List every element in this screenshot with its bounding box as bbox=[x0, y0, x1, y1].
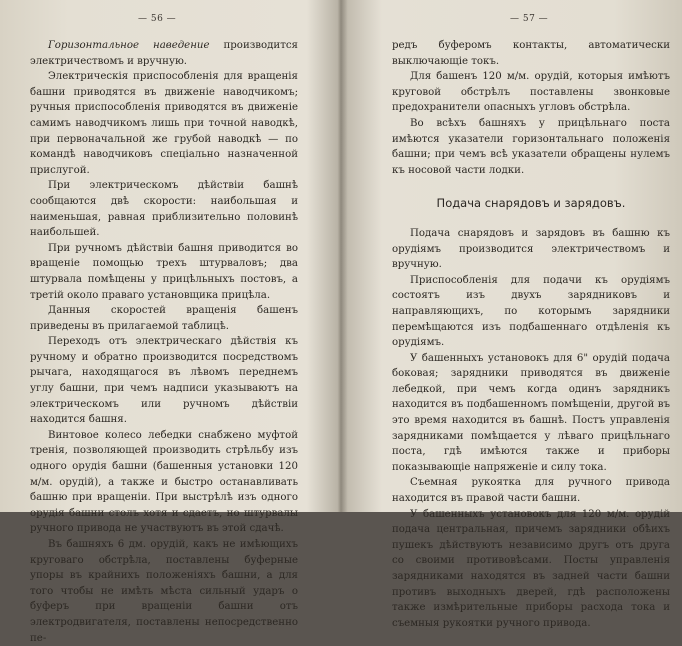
left-page-text bbox=[30, 38, 298, 646]
right-page bbox=[342, 0, 682, 629]
paragraph: При ручномъ дѣйствіи башня приводится во вращеніе помощью трехъ штурваловъ; два штурвала помѣщены у прицѣльныхъ постовъ, а третій около праваго установщика прицѣла. bbox=[30, 242, 298, 301]
paragraph: У башенныхъ установокъ для 6" орудій подача боковая; зарядники приводятся въ движеніе лебедкой, при чемъ когда одинъ зарядникъ находится въ подбашенномъ помѣщеніи, другой въ это время находится въ башнѣ. Постъ управленія зарядниками помѣщается у лѣваго прицѣльнаго поста, гдѣ имѣются также и приборы показывающіе напряженіе и силу тока. bbox=[392, 352, 670, 473]
paragraph: Данныя скоростей вращенія башенъ приведены въ прилагаемой таблицѣ. bbox=[30, 305, 298, 332]
paragraph: Переходъ отъ электрическаго дѣйствія къ ручному и обратно производится посредствомъ рычага, находящагося въ лѣвомъ переднемъ углу башни, при чемъ надписи указываютъ на электрическомъ или ручномъ дѣйствіи находится башня. bbox=[30, 336, 298, 426]
italic-term: Горизонтальное наведение bbox=[48, 40, 210, 51]
paragraph: редъ буферомъ контакты, автоматически выключающіе токъ. bbox=[392, 40, 670, 67]
paragraph: Въ башняхъ 6 дм. орудій, какъ не имѣющихъ круговаго обстрѣла, поставлены буферные упоры въ крайнихъ положеніяхъ башни, а для того чтобы не имѣть мѣста сильный ударъ о буферъ при вращеніи башни отъ электродвигателя, поставлены непосредственно пе- bbox=[30, 539, 298, 644]
left-page bbox=[0, 0, 340, 644]
page-number: — 56 — bbox=[138, 14, 177, 24]
paragraph: Съемная рукоятка для ручного привода находится въ правой части башни. bbox=[392, 477, 670, 505]
page-number: — 57 — bbox=[510, 14, 549, 24]
right-page-text bbox=[392, 38, 670, 631]
paragraph: Приспособленія для подачи къ орудіямъ состоятъ изъ двухъ зарядниковъ и направляющихъ, по которымъ зарядники перемѣщаются изъ подбашеннаго отдѣленія къ орудіямъ. bbox=[392, 274, 670, 349]
paragraph: Горизонтальное наведение производится электричествомъ и вручную. bbox=[30, 40, 298, 67]
section-heading: Подача снарядовъ и зарядовъ. bbox=[436, 196, 626, 211]
paragraph: При электрическомъ дѣйствіи башнѣ сообщаются двѣ скорости: наибольшая и наименьшая, равная приблизительно половинѣ наибольшей. bbox=[30, 180, 298, 239]
paragraph: Во всѣхъ башняхъ у прицѣльнаго поста имѣются указатели горизонтальнаго положенія башни; при чемъ всѣ указатели обращены нулемъ къ носовой части лодки. bbox=[392, 117, 670, 176]
paragraph: Для башенъ 120 м/м. орудій, которыя имѣютъ круговой обстрѣлъ поставлены звонковые предохранители опасныхъ угловъ обстрѣла. bbox=[392, 71, 670, 114]
paragraph: Электрическія приспособленія для вращенія башни приводятся въ движеніе наводчикомъ; ручныя приспособленія приводятся въ движеніе самимъ наводчикомъ лишь при точной наводкѣ, при первоначальной же грубой наводкѣ — по командѣ наводчиковъ спеціально назначенной прислугой. bbox=[30, 71, 298, 176]
paragraph: Винтовое колесо лебедки снабжено муфтой тренія, позволяющей производить стрѣльбу изъ одного орудія башни (башенныя установки 120 м/м. орудій), а также и быстро останавливать башню при вращеніи. При выстрѣлѣ изъ одного орудія башни столъ хотя и сдаетъ, но штурвалы ручного привода не участвуютъ въ этой сдачѣ. bbox=[30, 429, 298, 535]
paragraph: Подача снарядовъ и зарядовъ въ башню къ орудіямъ производится электричествомъ и вручную. bbox=[392, 227, 670, 271]
paragraph: У башенныхъ установокъ для 120 м/м. орудій подача центральная, причемъ зарядники обѣихъ пушекъ дѣйствуютъ независимо другъ отъ друга со своими противовѣсами. Посты управленія зарядниками находятся въ задней части башни противъ выходныхъ дверей, гдѣ расположены также измѣрительные приборы расхода тока и съемныя рукоятки ручного привода. bbox=[392, 508, 670, 629]
